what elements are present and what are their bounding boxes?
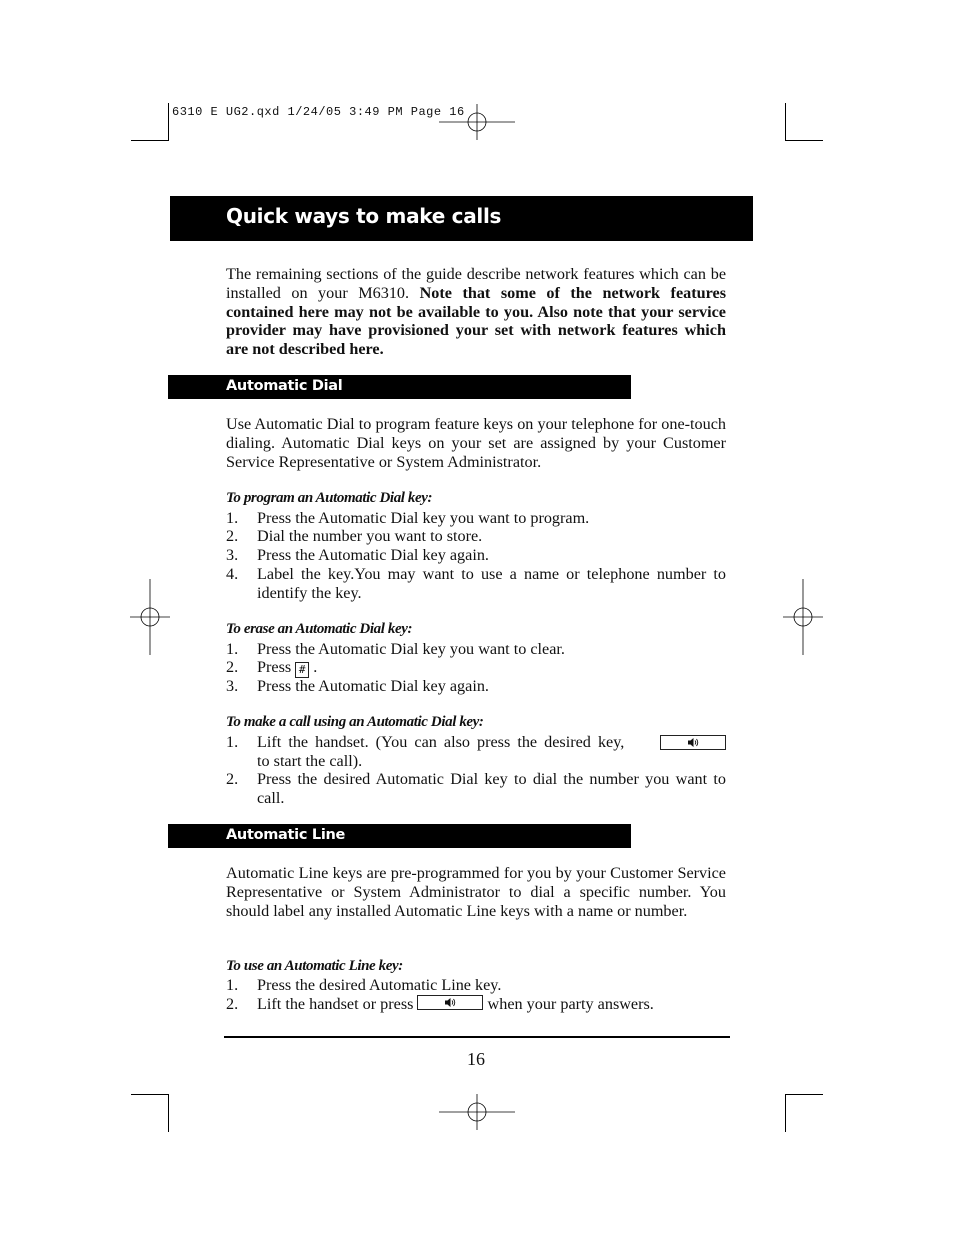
section-heading: Automatic Line — [226, 827, 346, 843]
step-number: 2. — [226, 527, 239, 545]
print-slug: 6310 E UG2.qxd 1/24/05 3:49 PM Page 16 — [172, 105, 465, 119]
list-item — [226, 733, 726, 771]
step-text-post: to start the call). — [257, 751, 363, 770]
automatic-line-description: Automatic Line keys are pre-programmed for you by your Customer Service Representative or System Administrator to dial a specific number. You should label any installed Automatic Line keys with a name or number. — [226, 864, 726, 920]
use-subheading: To use an Automatic Line key: — [226, 958, 403, 974]
intro-paragraph — [226, 265, 726, 359]
step-text-pre: Lift the handset. (You can also press the desired key, — [257, 733, 625, 751]
list-item — [226, 995, 726, 1014]
step-number: 3. — [226, 546, 239, 564]
list-item — [226, 546, 726, 565]
step-text — [257, 995, 726, 1014]
crop-mark — [785, 103, 786, 141]
step-number: 2. — [226, 995, 239, 1013]
list-item — [226, 658, 726, 677]
crop-mark — [785, 1094, 786, 1132]
step-text: Press the desired Automatic Dial key to dial the number you want to call. — [257, 770, 726, 807]
step-text: Dial the number you want to store. — [257, 527, 483, 545]
step-text: Label the key.You may want to use a name or telephone number to identify the key. — [257, 565, 726, 602]
step-text: Press the Automatic Dial key again. — [257, 546, 489, 564]
list-item — [226, 976, 726, 995]
step-text: Press the Automatic Dial key you want to clear. — [257, 640, 565, 658]
program-subheading: To program an Automatic Dial key: — [226, 490, 433, 506]
speaker-key-icon — [417, 995, 483, 1010]
registration-mark-icon — [439, 84, 515, 160]
crop-mark — [131, 140, 169, 141]
crop-mark — [168, 103, 169, 141]
section-header-automatic-line — [168, 824, 631, 848]
step-text-post: . — [313, 658, 318, 676]
step-number: 4. — [226, 565, 239, 583]
intro-note: Note that some of the network features contained here may not be available to you. Also note that your service provider may have provisioned your set with network features which are not described here. — [226, 283, 726, 359]
registration-mark-icon — [439, 1074, 515, 1150]
step-number: 3. — [226, 677, 239, 695]
step-text-pre: Lift the handset or press — [257, 995, 414, 1013]
section-heading: Automatic Dial — [226, 378, 343, 394]
page-title-bar — [170, 196, 753, 241]
step-text — [257, 658, 726, 678]
list-item — [226, 677, 726, 696]
step-number: 1. — [226, 640, 239, 658]
step-text-pre: Press — [257, 658, 292, 676]
crop-mark — [785, 1094, 823, 1095]
step-text: Press the Automatic Dial key you want to program. — [257, 509, 590, 527]
call-subheading: To make a call using an Automatic Dial key: — [226, 714, 484, 730]
pound-key-icon: # — [295, 662, 309, 678]
page-number: 16 — [467, 1049, 485, 1069]
crop-mark — [785, 140, 823, 141]
list-item — [226, 640, 726, 659]
crop-mark — [131, 1094, 169, 1095]
list-item — [226, 509, 726, 528]
automatic-dial-description: Use Automatic Dial to program feature keys on your telephone for one-touch dialing. Automatic Dial keys on your set are assigned by your Customer Service Representative or System Administrator. — [226, 415, 726, 471]
step-number: 2. — [226, 658, 239, 676]
crop-mark — [168, 1094, 169, 1132]
step-text-post: when your party answers. — [487, 995, 654, 1013]
list-item — [226, 527, 726, 546]
registration-mark-icon — [765, 579, 841, 655]
speaker-key-icon — [660, 735, 726, 750]
footer-rule — [224, 1036, 730, 1038]
step-number: 1. — [226, 976, 239, 994]
intro-text: The remaining sections of the guide describe network features which can be installed on your M6310. — [226, 265, 726, 302]
step-number: 2. — [226, 770, 239, 788]
list-item — [226, 565, 726, 603]
step-text: Press the desired Automatic Line key. — [257, 976, 502, 994]
step-text: Press the Automatic Dial key again. — [257, 677, 489, 695]
step-number: 1. — [226, 509, 239, 527]
list-item — [226, 770, 726, 808]
registration-mark-icon — [112, 579, 188, 655]
page-title: Quick ways to make calls — [226, 204, 502, 228]
step-text — [257, 733, 726, 771]
step-number: 1. — [226, 733, 239, 751]
section-header-automatic-dial — [168, 375, 631, 399]
erase-subheading: To erase an Automatic Dial key: — [226, 621, 413, 637]
